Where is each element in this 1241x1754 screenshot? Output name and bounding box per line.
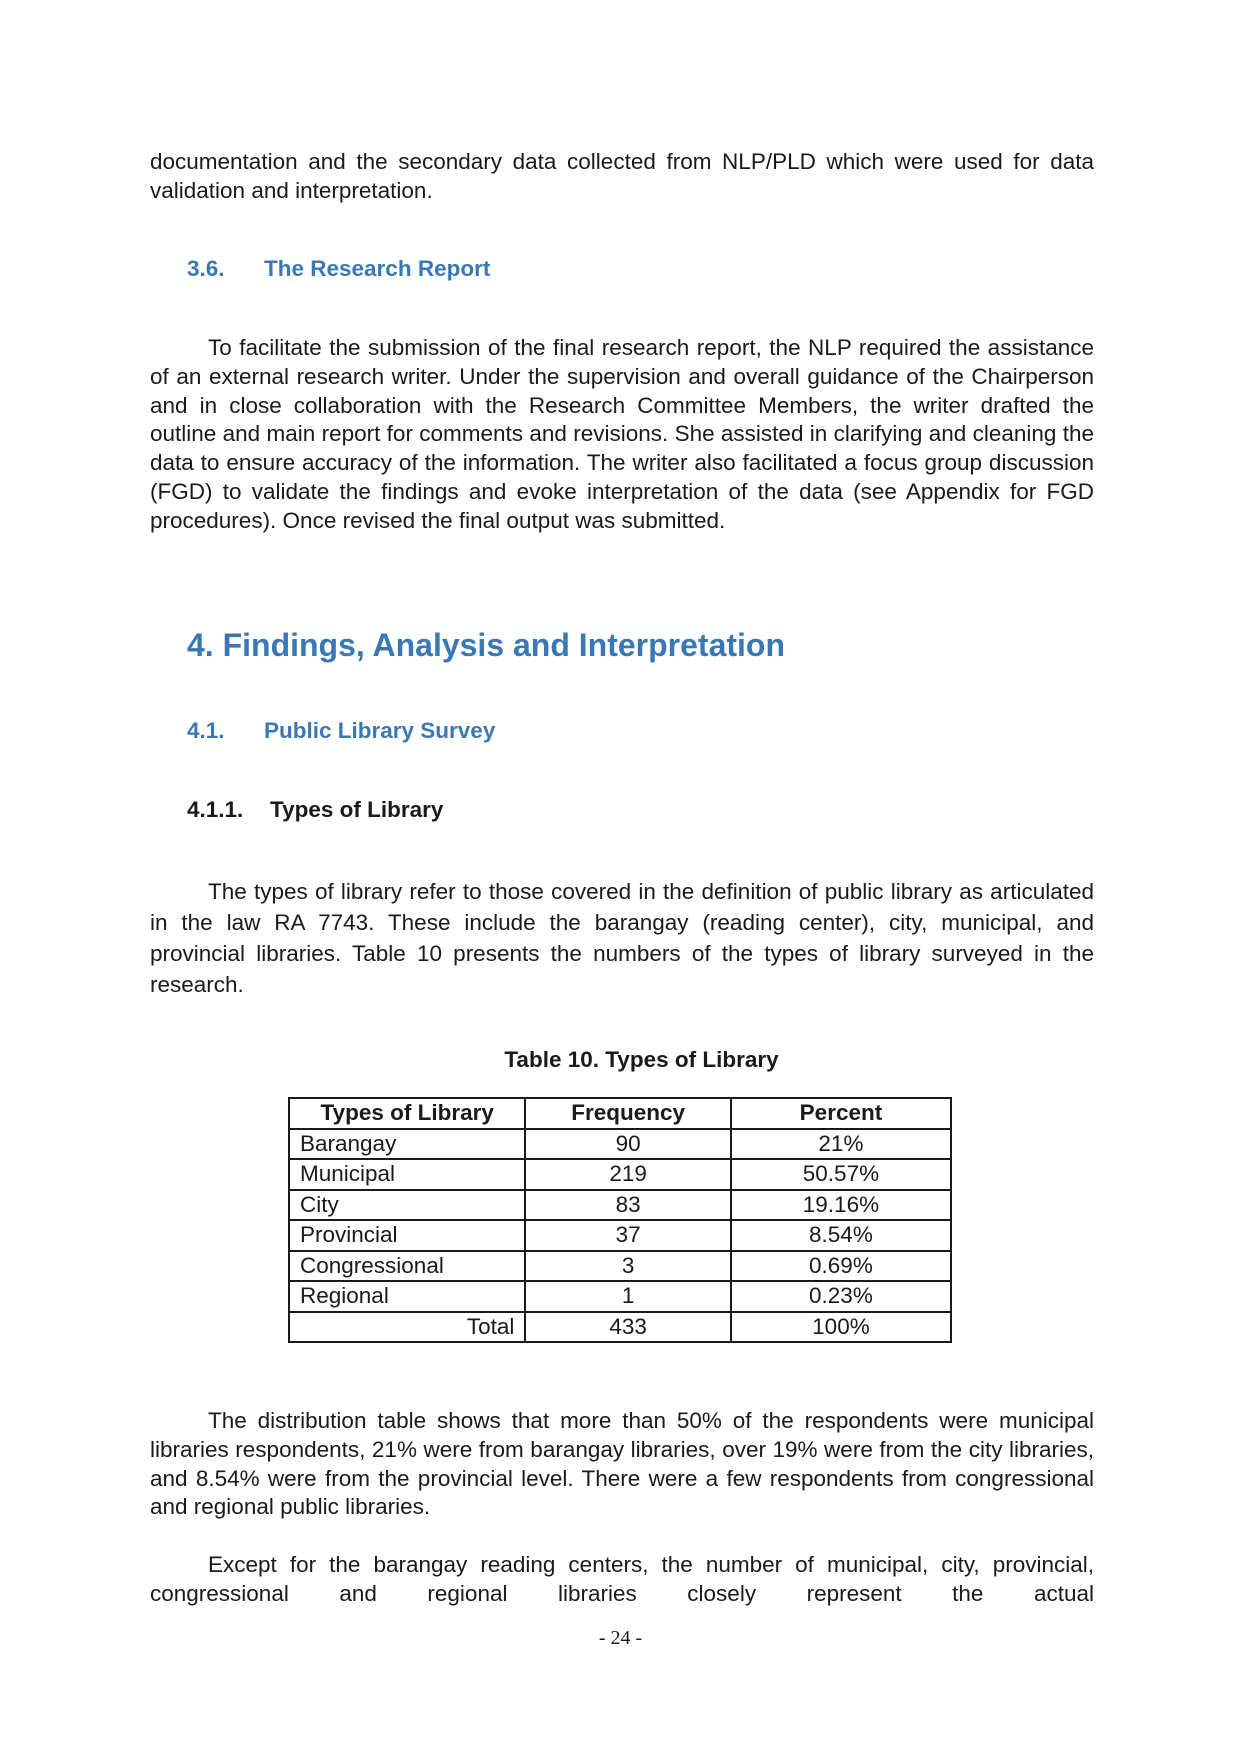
section-4-heading: 4. Findings, Analysis and Interpretation bbox=[187, 627, 786, 663]
row-type: City bbox=[289, 1190, 525, 1221]
table-row bbox=[289, 1281, 951, 1312]
row-type: Provincial bbox=[289, 1220, 525, 1251]
row-frequency: 37 bbox=[525, 1220, 730, 1251]
row-type: Congressional bbox=[289, 1251, 525, 1282]
row-type: Municipal bbox=[289, 1159, 525, 1190]
row-percent: 8.54% bbox=[731, 1220, 951, 1251]
row-frequency: 83 bbox=[525, 1190, 730, 1221]
table-row bbox=[289, 1190, 951, 1221]
row-frequency: 90 bbox=[525, 1129, 730, 1160]
table-total-row bbox=[289, 1312, 951, 1343]
section-4-1-1-title: Types of Library bbox=[270, 797, 444, 822]
table-caption: Table 10. Types of Library bbox=[504, 1047, 779, 1072]
types-of-library-table bbox=[288, 1097, 952, 1343]
table-row bbox=[289, 1159, 951, 1190]
distribution-paragraph: The distribution table shows that more than 50% of the respondents were municipal libraries respondents, 21% were from barangay libraries, over 19% were from the city libraries, and 8.54% were from the provincial level. There were a few respondents from congressional and regional public libraries. bbox=[150, 1408, 1094, 1520]
table-header-row bbox=[289, 1098, 951, 1129]
total-frequency: 433 bbox=[525, 1312, 730, 1343]
row-frequency: 219 bbox=[525, 1159, 730, 1190]
row-percent: 0.23% bbox=[731, 1281, 951, 1312]
row-percent: 50.57% bbox=[731, 1159, 951, 1190]
section-3-6-heading bbox=[187, 256, 490, 282]
column-header-type: Types of Library bbox=[289, 1098, 525, 1129]
except-paragraph: Except for the barangay reading centers, the number of municipal, city, provincial, congressional and regional libraries closely represent the actual bbox=[150, 1552, 1094, 1606]
row-frequency: 1 bbox=[525, 1281, 730, 1312]
row-percent: 0.69% bbox=[731, 1251, 951, 1282]
column-header-frequency: Frequency bbox=[525, 1098, 730, 1129]
intro-paragraph: documentation and the secondary data collected from NLP/PLD which were used for data validation and interpretation. bbox=[150, 149, 1094, 203]
total-label: Total bbox=[289, 1312, 525, 1343]
row-frequency: 3 bbox=[525, 1251, 730, 1282]
row-type: Barangay bbox=[289, 1129, 525, 1160]
section-3-6-title: The Research Report bbox=[264, 256, 491, 281]
section-4-1-1-heading bbox=[187, 797, 443, 823]
section-4-1-title: Public Library Survey bbox=[264, 718, 496, 743]
page-number: - 24 - bbox=[598, 1627, 643, 1649]
research-report-paragraph: To facilitate the submission of the final research report, the NLP required the assistance of an external research writer. Under the supervision and overall guidance of the Chairperson and in close collaboration with the Research Committee Members, the writer drafted the outline and main report for comments and revisions. She assisted in clarifying and cleaning the data to ensure accuracy of the information. The writer also facilitated a focus group discussion (FGD) to validate the findings and evoke interpretation of the data (see Appendix for FGD procedures). Once revised the final output was submitted. bbox=[150, 335, 1094, 533]
section-3-6-number: 3.6. bbox=[187, 256, 225, 281]
row-percent: 19.16% bbox=[731, 1190, 951, 1221]
table-row bbox=[289, 1251, 951, 1282]
section-4-1-number: 4.1. bbox=[187, 718, 225, 743]
section-4-1-heading bbox=[187, 718, 495, 744]
types-of-library-paragraph: The types of library refer to those covered in the definition of public library as articulated in the law RA 7743. These include the barangay (reading center), city, municipal, and provincial libraries. Table 10 presents the numbers of the types of library surveyed in the research. bbox=[150, 879, 1094, 997]
total-percent: 100% bbox=[731, 1312, 951, 1343]
row-percent: 21% bbox=[731, 1129, 951, 1160]
table-row bbox=[289, 1129, 951, 1160]
column-header-percent: Percent bbox=[731, 1098, 951, 1129]
row-type: Regional bbox=[289, 1281, 525, 1312]
section-4-1-1-number: 4.1.1. bbox=[187, 797, 244, 822]
table-row bbox=[289, 1220, 951, 1251]
